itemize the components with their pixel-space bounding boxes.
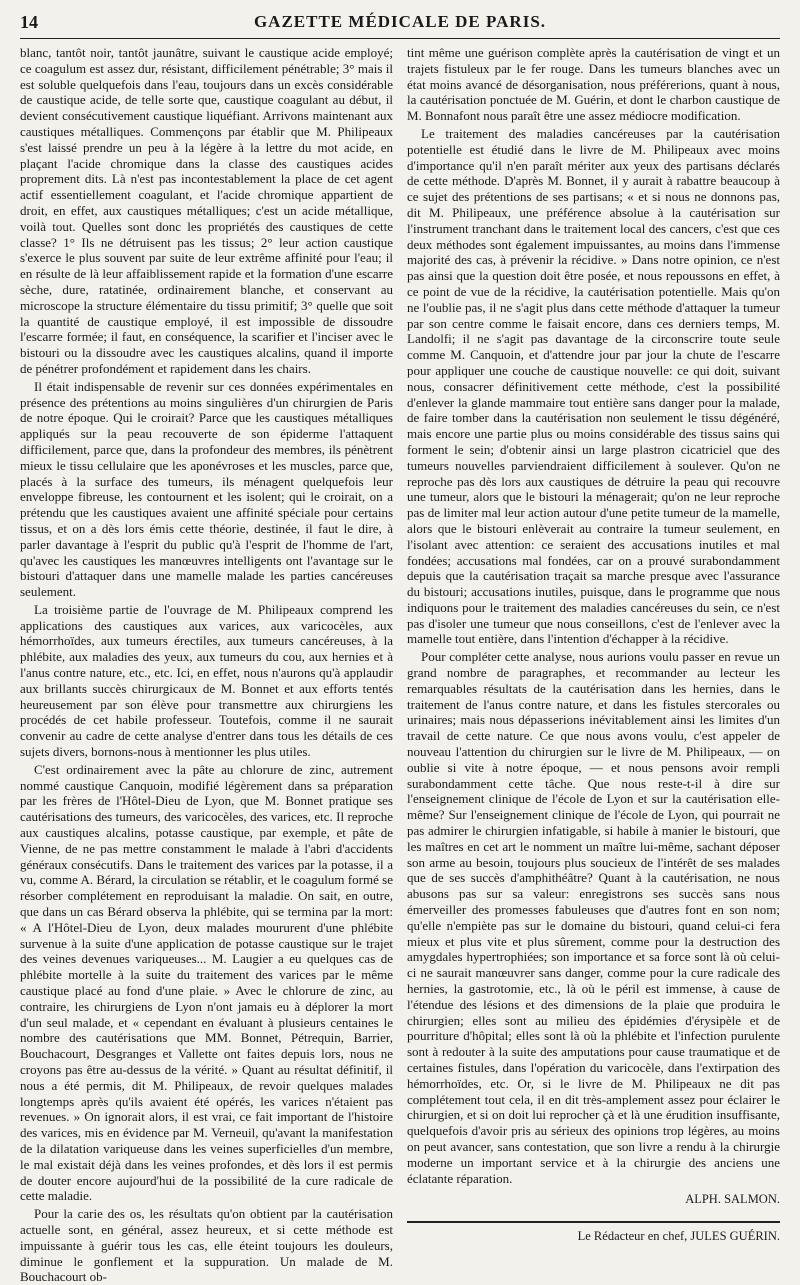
author-signature: ALPH. SALMON. (685, 1192, 780, 1207)
left-paragraph: Il était indispensable de revenir sur ces données expérimentales en présence des prétentions au moins singulières d'un chirurgien de Paris de notre époque. Qui le croirait? Parce que les caustiques métalliques appliqués sur la peau recouverte de son épiderme l'attaquent difficilement, parce que, dans la profondeur des membres, ils pénètrent mieux le tissu cellulaire que les aponévroses et les muscles, parce que, placés à la surface des tumeurs, ils ménagent quelquefois leur enveloppe fibreuse, les contournent et les isolent; qui le croirait, on a prétendu que les caustiques avaient une affinité spéciale pour certains tissus, et on a dès lors émis cette théorie, destinée, il faut le dire, à parler davantage à l'esprit du public qu'à l'esprit de l'homme de l'art, qu'avec les caustiques les manœuvres intelligents ont l'avantage sur le bistouri d'attaquer dans une mamelle malade les parties cancéreuses seulement. (20, 378, 393, 600)
right-paragraph: tint même une guérison complète après la cautérisation de vingt et un trajets fistuleux par le fer rouge. Dans les tumeurs blanches avec un état moins avancé de désorganisation, nous préférerions, quant à nous, la cautérisation ponctuée de M. Guérin, et dont le charbon caustique de M. Bonnafont nous paraît être une assez médiocre modification. (407, 45, 780, 124)
left-paragraph: C'est ordinairement avec la pâte au chlorure de zinc, autrement nommé caustique Canquoin, modifié légèrement dans sa préparation par les frères de l'Hôtel-Dieu de Lyon, que M. Bonnet pratique ses cautérisations des tumeurs, des varicocèles, des varices, etc. Il reproche aux caustiques alcalins, potasse caustique, par exemple, et pâte de Vienne, de ne pas mettre constamment le malade à l'abri d'accidents généraux consécutifs. Dans le traitement des varices par la potasse, il a vu, comme A. Bérard, la circulation se rétablir, et le coagulum formé se résorber complétement en reproduisant la maladie. On sait, en outre, que dans un cas Bérard observa la phlébite, qui se termina par la mort: « A l'Hôtel-Dieu de Lyon, deux malades moururent d'une phlébite survenue à la suite d'une application de potasse caustique sur le trajet des veines devenues variqueuses... M. Laugier a eu quelques cas de phlébite mortelle à la suite du traitement des varices par le même caustique placé au fond d'une plaie. » Avec le chlorure de zinc, au contraire, les chirurgiens de Lyon n'ont jamais eu à déplorer la mort d'un seul malade, et « cependant en évaluant à plusieurs centaines le nombre des cautérisations que MM. Bonnet, Pétrequin, Barrier, Bouchacourt, Desgranges et Vallette ont faites depuis lors, nous ne croyons pas être au-dessus de la vérité. » Quant au résultat définitif, il nous a été permis, dit M. Philipeaux, de revoir quelques malades longtemps après qu'ils avaient été opérés, les varices n'étaient pas revenues. » On ignorait alors, il est vrai, ce fait important de l'histoire des varices, mis en évidence par M. Verneuil, qu'avant la manifestation de la dilatation variqueuse dans les veines superficielles d'un membre, le mal existait déjà dans les veines profondes, et dès lors il est permis de douter encore aujourd'hui de la possibilité de la cure radicale de cette maladie. (20, 761, 393, 1204)
right-paragraph: Pour compléter cette analyse, nous aurions voulu passer en revue un grand nombre de paragraphes, et recommander au lecteur les remarquables résultats de la cautérisation dans les hernies, dans le traitement de l'anus contre nature, et dans les fistules stercorales ou urinaires; mais nous dépasserions inévitablement ainsi les limites d'un travail de cette nature. Ce que nous avons voulu, c'est appeler de nouveau l'attention du chirurgien sur le livre de M. Philipeaux, — on oublie si vite à notre époque, — et nous pensons avoir rempli surabondamment cette tâche. Que nous reste-t-il à dire sur l'enseignement clinique de l'école de Lyon et sur la cautérisation elle-même? Sur l'enseignement clinique de l'école de Lyon, qui pourrait ne pas admirer le chirurgien infatigable, si habile à manier le bistouri, que les maîtres en cet art le nomment un maître lui-même, sachant déposer son arme au besoin, toujours plus soucieux de l'intérêt de ses malades que de ses succès d'amphithéâtre? Quant à la cautérisation, ne nous abusons pas sur sa valeur: enregistrons ses succès sans nous émerveiller des promesses fabuleuses que d'autres font en son nom; qu'elle n'empiète pas sur le domaine du bistouri, quand celui-ci fera mieux et plus vite et plus sûrement, comme pour la destruction des amygdales hypertrophiées; son importance et sa force sont là où celui-ci ne saurait manœuvrer sans danger, comme pour la cure radicale des hernies, la gastrotomie, etc., là où le péril est immense, à cause de l'étendue des lésions et des dimensions de la plaie que produira le chirurgien; elles sont au milieu des épidémies d'érysipèle et de pourriture d'hôpital; elles sont là où la phlébite et l'infection purulente sont à redouter à la suite des amputations pour cause traumatique et de certaines fistules, dans l'opération du varicocèle, dans l'extirpation des hémorrhoïdes, etc. Or, si le livre de M. Philipeaux ne dit pas complétement tout cela, il en dit très-amplement assez pour éclairer le chirurgien, et si on doit lui reprocher çà et là une érudition insuffisante, quelquefois d'avoir pris au sérieux des opinions trop légères, au moins on peut avancer, sans contestation, que son livre a rendu à la chirurgie moderne un important service et à la chirurgie des anciens une éclatante réparation. (407, 649, 780, 1186)
left-paragraph: La troisième partie de l'ouvrage de M. Philipeaux comprend les applications des caustiques aux varices, aux varicocèles, aux hémorrhoïdes, aux tumeurs érectiles, aux tumeurs cancéreuses, à la phlébite, aux maladies des yeux, aux tumeurs du cou, aux hernies et à l'anus contre nature, etc., etc. Ici, en effet, nous n'aurons qu'à applaudir aux brillants succès chirurgicaux de M. Bonnet et aux efforts tentés heureusement par son élève pour transmettre aux chirurgiens les procédés de cet habile professeur. Toutefois, comme il ne saurait convenir au cadre de cette analyse d'entrer dans tous les détails de ces sujets divers, bornons-nous à mentionner les plus utiles. (20, 601, 393, 760)
editor-label: Le Rédacteur en chef, (577, 1229, 688, 1244)
page-number: 14 (20, 12, 38, 32)
masthead (20, 12, 780, 39)
article-columns (20, 45, 780, 1285)
editor-name: JULES GUÉRIN. (690, 1229, 780, 1244)
left-column (20, 45, 393, 1285)
left-paragraph: blanc, tantôt noir, tantôt jaunâtre, suivant le caustique acide employé; ce coagulum est assez dur, résistant, difficilement pénétrable; 3° mais il est soluble quelquefois dans l'eau, toujours dans un excès considérable de caustique acide, de telle sorte que, caustique coagulant au début, il devient consécutivement caustique liquéfiant. Arrivons maintenant aux caustiques métalliques. Commençons par établir que M. Philipeaux s'est laissé prendre un peu à la légère à la lettre du mot acide, en plaçant l'acide chromique dans la classe des caustiques acides proprement dits. Là n'est pas incontestablement la place de cet agent actif essentiellement coagulant, et l'acide chromique appartient de droit, en effet, aux caustiques métalliques; c'est un acide métallique, voilà tout. Quelles sont donc les propriétés des caustiques de cette classe? 1° Ils ne détruisent pas les tissus; 2° leur action caustique s'exerce le plus souvent par suite de leur extrême affinité pour l'eau; il en résulte de là leur affaiblissement rapide et la formation d'une escarre sèche, dure, ratatinée, ordinairement blanche, et conservant au microscope la structure élémentaire du tissu primitif; 3° quelle que soit la quantité de caustique employé, il est impossible de dissoudre l'escarre formée; il faut, en conséquence, la scarifier et l'inciser avec le bistouri ou la dissoudre avec les caustiques alcalins, quand il importe de pénétrer profondément et rapidement dans les chairs. (20, 45, 393, 376)
editor-credit (407, 1221, 780, 1244)
right-column (407, 45, 780, 1244)
left-paragraph: Pour la carie des os, les résultats qu'on obtient par la cautérisation actuelle sont, en général, assez heureux, et si cette méthode est impuissante à guérir tous les cas, elle éteint toujours les douleurs, diminue le gonflement et la suppuration. Un malade de M. Bouchacourt ob- (20, 1206, 393, 1285)
right-column-paragraphs (407, 45, 780, 1186)
right-paragraph: Le traitement des maladies cancéreuses par la cautérisation potentielle est étudié dans le livre de M. Philipeaux avec moins d'importance qu'il n'en paraît mériter aux yeux des partisans déclarés de cette méthode. D'après M. Bonnet, il y aurait à rabattre beaucoup à ce sujet des prétentions de ses partisans; « et si nous ne donnons pas, dit M. Philipeaux, une préférence absolue à la cautérisation sur l'instrument tranchant dans le traitement local des cancers, c'est que ces deux méthodes sont également impuissantes, au moins dans l'immense majorité des cas, à prévenir la récidive. » Dans notre opinion, ce n'est pas ainsi que la question doit être posée, et nous repoussons en effet, à ce point de vue de la récidive, la cautérisation potentielle. Mais qu'on ne l'oublie pas, il ne s'agit plus dans cette méthode d'attaquer la tumeur par son centre comme le faisait encore, dans ces derniers temps, M. Landolfi; il ne s'agit pas davantage de la circonscrire toute seule comme M. Canquoin, et d'attendre jour par jour la chute de l'escarre pour appliquer une couche de caustique nouvelle: ce qui doit, suivant nous, consacrer définitivement cette méthode, c'est la possibilité d'enlever la glande mammaire tout entière sans danger pour la malade, de faire tomber dans la cautérisation non seulement le tissu dégénéré, mais encore une partie plus ou moins considérable des tissus sains qui forment le sein; d'obtenir ainsi un large plastron cicatriciel que des tumeurs nouvelles parviendraient difficilement à soulever. Qu'on ne reproche pas dès lors aux caustiques de détruire la peau qui recouvre une tumeur, alors que le bistouri la ménagerait; qu'on ne leur reproche pas de limiter mal leur action autour d'une petite tumeur de la mamelle, alors que le bistouri enlèverait au contraire la tumeur seulement, en l'isolant avec attention: ce seraient des accusations inutiles et mal fondées; accusations mal fondées, car on a prouvé surabondamment depuis que la cautérisation traçait sa marche presque avec l'assurance du bistouri; accusations inutiles, puisque, dans le programme que nous indiquons pour le traitement des maladies cancéreuses du sein, ce n'est pas d'isoler une tumeur que nous conseillons, c'est de l'enlever avec la mamelle tout entière, dans l'intention d'échapper à la récidive. (407, 125, 780, 647)
running-title: GAZETTE MÉDICALE DE PARIS. (253, 12, 547, 31)
